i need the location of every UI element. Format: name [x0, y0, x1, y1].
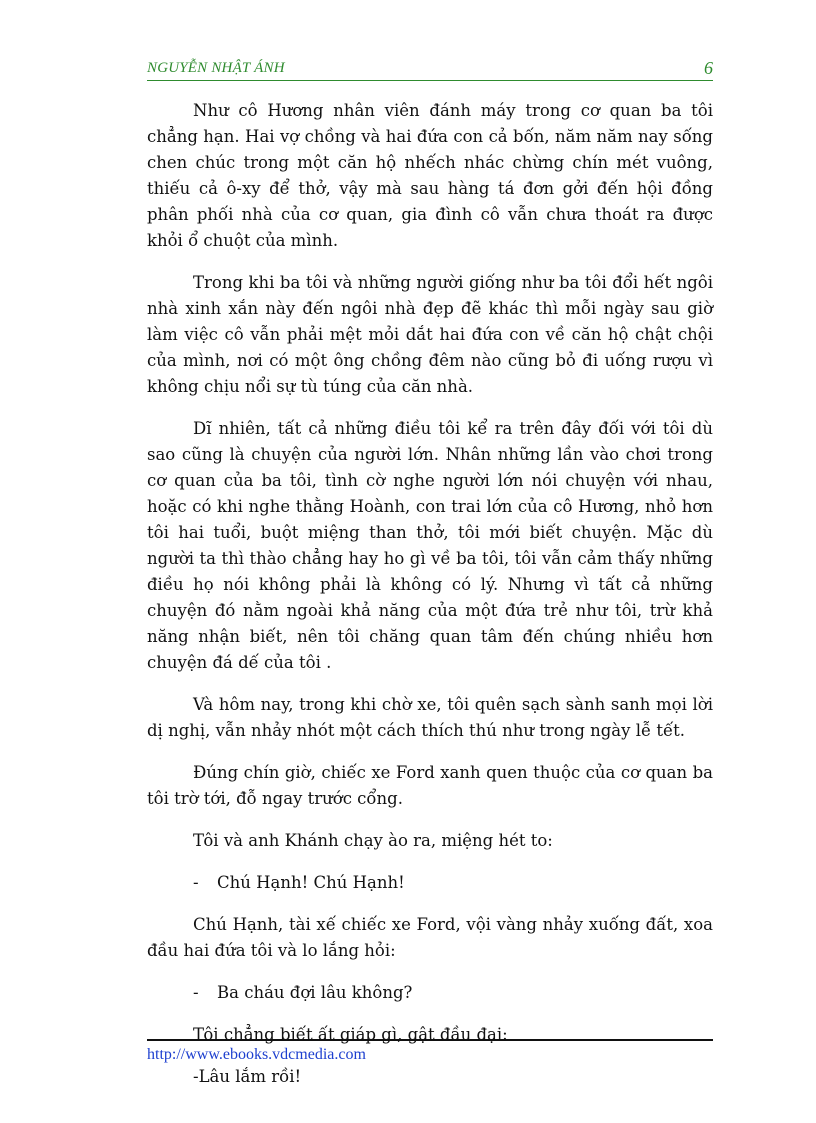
dialogue-line [147, 980, 713, 1006]
paragraph: Tôi chẳng biết ất giáp gì, gật đầu đại: [193, 1025, 508, 1044]
dialogue-line [147, 870, 713, 896]
footer-divider [147, 1039, 713, 1041]
header-author: NGUYỄN NHẬT ÁNH [147, 60, 285, 76]
footer-url-link[interactable]: http://www.ebooks.vdcmedia.com [147, 1046, 366, 1063]
paragraph: Chú Hạnh, tài xế chiếc xe Ford, vội vàng nhảy xuống đất, xoa đầu hai đứa tôi và lo lắng hỏi: [147, 915, 713, 960]
dialogue-text: Chú Hạnh! Chú Hạnh! [217, 873, 405, 892]
running-header [147, 58, 713, 82]
paragraph: Và hôm nay, trong khi chờ xe, tôi quên sạch sành sanh mọi lời dị nghị, vẫn nhảy nhót một cách thích thú như trong ngày lễ tết. [147, 695, 713, 740]
paragraph: Dĩ nhiên, tất cả những điều tôi kể ra trên đây đối với tôi dù sao cũng là chuyện của người lớn. Nhân những lần vào chơi trong cơ quan của ba tôi, tình cờ nghe người lớn nói chuyện với nhau, hoặc có khi nghe thằng Hoành, con trai lớn của cô Hương, nhỏ hơn tôi hai tuổi, buột miệng than thở, tôi mới biết chuyện. Mặc dù người ta thì thào chẳng hay ho gì về ba tôi, tôi vẫn cảm thấy những điều họ nói không phải là không có lý. Nhưng vì tất cả những chuyện đó nằm ngoài khả năng của một đứa trẻ như tôi, trừ khả năng nhận biết, nên tôi chăng quan tâm đến chúng nhiều hơn chuyện đá dế của tôi . [147, 419, 713, 672]
paragraph: Đúng chín giờ, chiếc xe Ford xanh quen thuộc của cơ quan ba tôi trờ tới, đỗ ngay trước cổng. [147, 763, 713, 808]
dialogue-dash: - [193, 983, 199, 1002]
body-text [147, 98, 713, 1106]
header-divider [147, 80, 713, 81]
dialogue-line: -Lâu lắm rồi! [193, 1067, 302, 1086]
page-number: 6 [704, 58, 713, 78]
dialogue-text: Ba cháu đợi lâu không? [217, 983, 413, 1002]
paragraph: Trong khi ba tôi và những người giống như ba tôi đổi hết ngôi nhà xinh xắn này đến ngôi nhà đẹp đẽ khác thì mỗi ngày sau giờ làm việc cô vẫn phải mệt mỏi dắt hai đứa con về căn hộ chật chội của mình, nơi có một ông chồng đêm nào cũng bỏ đi uống rượu vì không chịu nổi sự tù túng của căn nhà. [147, 273, 713, 396]
dialogue-dash: - [193, 873, 199, 892]
paragraph: Tôi và anh Khánh chạy ào ra, miệng hét to: [193, 831, 553, 850]
paragraph: Như cô Hương nhân viên đánh máy trong cơ quan ba tôi chẳng hạn. Hai vợ chồng và hai đứa con cả bốn, năm năm nay sống chen chúc trong một căn hộ nhếch nhác chừng chín mét vuông, thiếu cả ô-xy để thở, vậy mà sau hàng tá đơn gởi đến hội đồng phân phối nhà của cơ quan, gia đình cô vẫn chưa thoát ra được khỏi ổ chuột của mình. [147, 101, 713, 250]
